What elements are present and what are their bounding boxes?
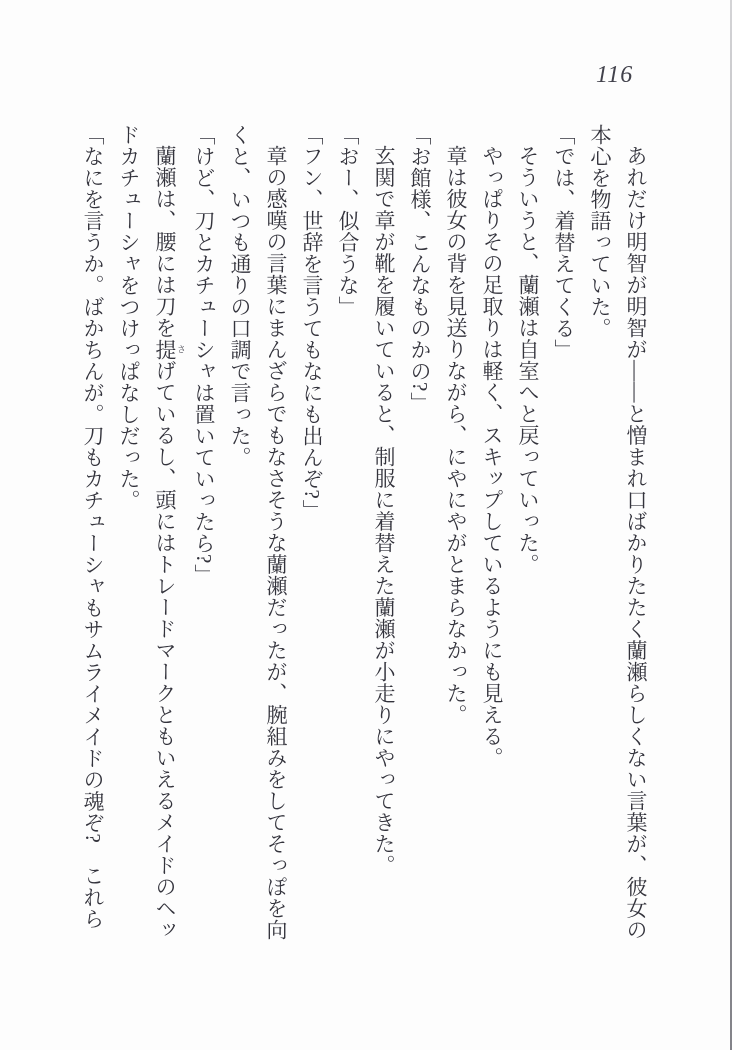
text-line: 「おー、似合うな」 [336,124,360,318]
text-line: 蘭瀬は、腰には刀を提 さげているし、頭にはトレードマークともいえるメイドのヘッ [153,145,186,941]
text-line: やっぱりその足取りは軽く、スキップしているようにも見える。 [480,145,504,769]
text-line: 章の感嘆の言葉にまんざらでもなさそうな蘭瀬だったが、腕組みをしてそっぽを向 [264,145,288,941]
vertical-text-block [75,124,654,960]
text-line: 「フン、世辞を言うてもなにも出んぞ?」 [300,124,324,521]
text-line: 「では、着替えてくる」 [552,124,576,361]
furigana-ruby: 提 さ [153,338,186,360]
text-line: 本心を物語っていた。 [588,124,612,339]
page-number: 116 [596,62,634,88]
text-line: あれだけ明智が明智が――と憎まれ口ばかりたたく蘭瀬らしくない言葉が、彼女の [624,145,648,941]
text-line: 玄関で章が靴を履いていると、制服に着替えた蘭瀬が小走りにやってきた。 [372,145,396,876]
text-line: くと、いつも通りの口調で言った。 [228,124,252,468]
text-line: 「お館様、こんなものかの?」 [408,124,432,414]
text-line: 「けど、刀とカチューシャは置いていったら?」 [192,124,216,586]
text-line: 章は彼女の背を見送りながら、にやにやがとまらなかった。 [444,145,468,726]
text-line: ドカチューシャをつけっぱなしだった。 [117,124,141,511]
text-line: 「なにを言うか。ばかちんが。刀もカチューシャもサムライメイドの魂ぞ? これら [81,124,105,930]
text-line: そういうと、蘭瀬は自室へと戻っていった。 [516,145,540,575]
